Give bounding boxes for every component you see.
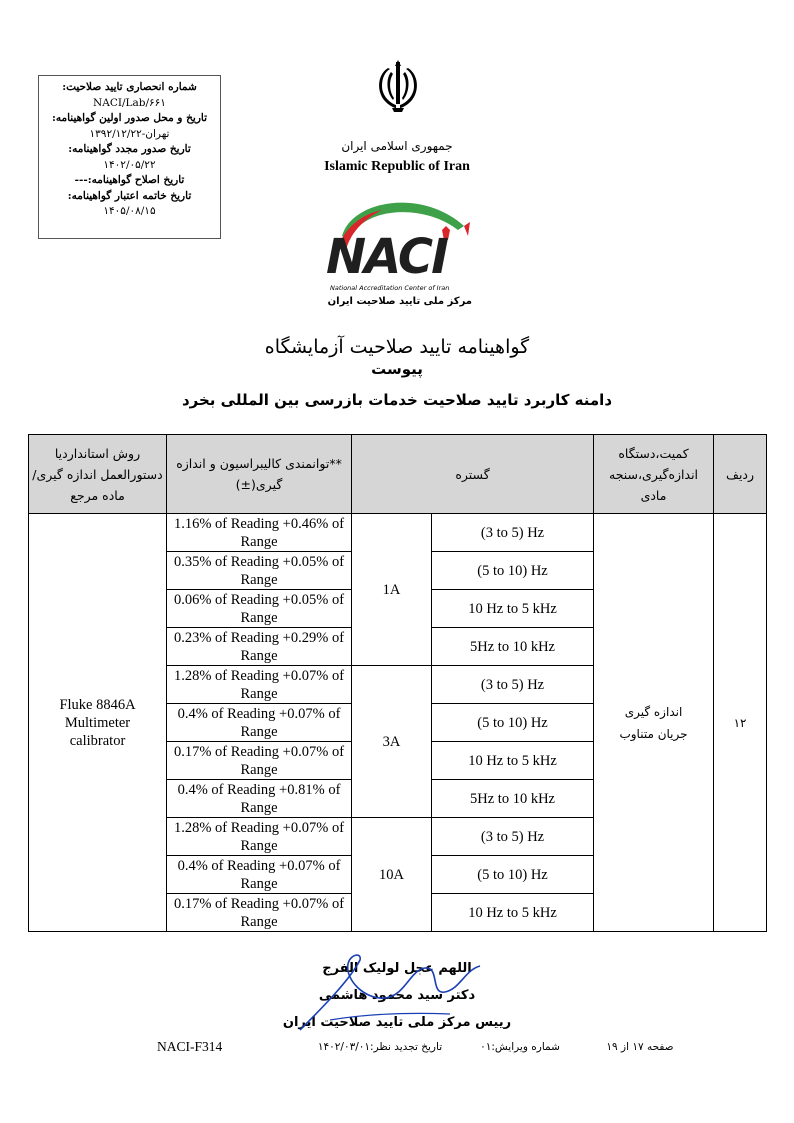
scope-title: دامنه کاربرد تایید صلاحیت خدمات بازرسی بین المللی بخرد [181,391,613,409]
header-method: روش استانداردیا دستورالعمل اندازه گیری/ماده مرجع [29,435,167,514]
logo-subtitle-en: National Accreditation Center of Iran [330,284,450,292]
capability-cell: 0.06% of Reading +0.05% of Range [167,590,352,628]
naci-logo [322,190,472,320]
capability-cell: 0.4% of Reading +0.07% of Range [167,704,352,742]
frequency-cell: 10 Hz to 5 kHz [432,590,594,628]
frequency-cell: (3 to 5) Hz [432,666,594,704]
info-value: ۱۴۰۵/۰۸/۱۵ [103,205,156,217]
logo-text: NACI [326,229,447,285]
frequency-cell: (5 to 10) Hz [432,856,594,894]
certificate-title: گواهینامه تایید صلاحیت آزمایشگاه [264,336,530,358]
header-range: گستره [352,435,594,514]
frequency-cell: 10 Hz to 5 kHz [432,894,594,932]
method-cell: Fluke 8846A Multimeter calibrator [29,514,167,932]
header-capability: **توانمندی کالیبراسیون و اندازه گیری(±) [167,435,352,514]
handwritten-signature [290,940,490,1040]
frequency-cell: (5 to 10) Hz [432,552,594,590]
quantity-cell: اندازه گیری جریان متناوب [594,514,714,932]
signature-position: رییس مرکز ملی تایید صلاحیت ایران [282,1015,512,1030]
capability-cell: 0.4% of Reading +0.07% of Range [167,856,352,894]
header-quantity: کمیت،دستگاه اندازه‌گیری،سنجه مادی [594,435,714,514]
info-value: ۱۴۰۲/۰۵/۲۲ [103,158,156,171]
frequency-cell: (3 to 5) Hz [432,514,594,552]
info-label: تاریخ اصلاح گواهینامه:--- [74,174,185,186]
info-label: تاریخ صدور مجدد گواهینامه: [68,143,191,155]
frequency-cell: 10 Hz to 5 kHz [432,742,594,780]
table-header-row [29,435,767,514]
signature-name: دکتر سید محمود هاشمی [318,988,476,1003]
logo-subtitle-fa: مرکز ملی تایید صلاحیت ایران [327,296,472,307]
form-code: NACI-F314 [157,1039,223,1054]
current-cell: 3A [352,666,432,818]
frequency-cell: (5 to 10) Hz [432,704,594,742]
capability-cell: 0.17% of Reading +0.07% of Range [167,742,352,780]
capability-cell: 1.16% of Reading +0.46% of Range [167,514,352,552]
info-label: تاریخ خاتمه اعتبار گواهینامه: [67,189,192,202]
current-cell: 10A [352,818,432,932]
current-cell: 1A [352,514,432,666]
capability-cell: 0.23% of Reading +0.29% of Range [167,628,352,666]
row-number-cell: ۱۲ [714,514,767,932]
capability-cell: 1.28% of Reading +0.07% of Range [167,666,352,704]
revision-number: شماره ویرایش:۰۱ [480,1041,560,1053]
header-row: ردیف [714,435,767,514]
capability-cell: 0.17% of Reading +0.07% of Range [167,894,352,932]
country-name-en: Islamic Republic of Iran [324,159,470,174]
certificate-info-box [38,75,221,239]
scope-table [28,434,767,932]
signature-prayer: اللهم عجل لولیک الفرج [322,961,472,976]
frequency-cell: 5Hz to 10 kHz [432,780,594,818]
capability-cell: 0.35% of Reading +0.05% of Range [167,552,352,590]
info-label: شماره انحصاری تایید صلاحیت: [62,81,197,93]
table-row [29,514,767,552]
capability-cell: 1.28% of Reading +0.07% of Range [167,818,352,856]
info-value: NACI/Lab/۶۶۱ [93,96,166,109]
info-value: تهران-۱۳۹۲/۱۲/۲۲ [89,127,170,140]
revision-date: تاریخ تجدید نظر:۱۴۰۲/۰۳/۰۱ [317,1041,443,1053]
frequency-cell: 5Hz to 10 kHz [432,628,594,666]
page-number: صفحه ۱۷ از ۱۹ [606,1041,674,1053]
capability-cell: 0.4% of Reading +0.81% of Range [167,780,352,818]
country-name-fa: جمهوری اسلامی ایران [341,139,453,153]
annex-title: پیوست [371,360,423,378]
frequency-cell: (3 to 5) Hz [432,818,594,856]
iran-emblem-icon [366,58,430,114]
info-label: تاریخ و محل صدور اولین گواهینامه: [51,112,208,124]
